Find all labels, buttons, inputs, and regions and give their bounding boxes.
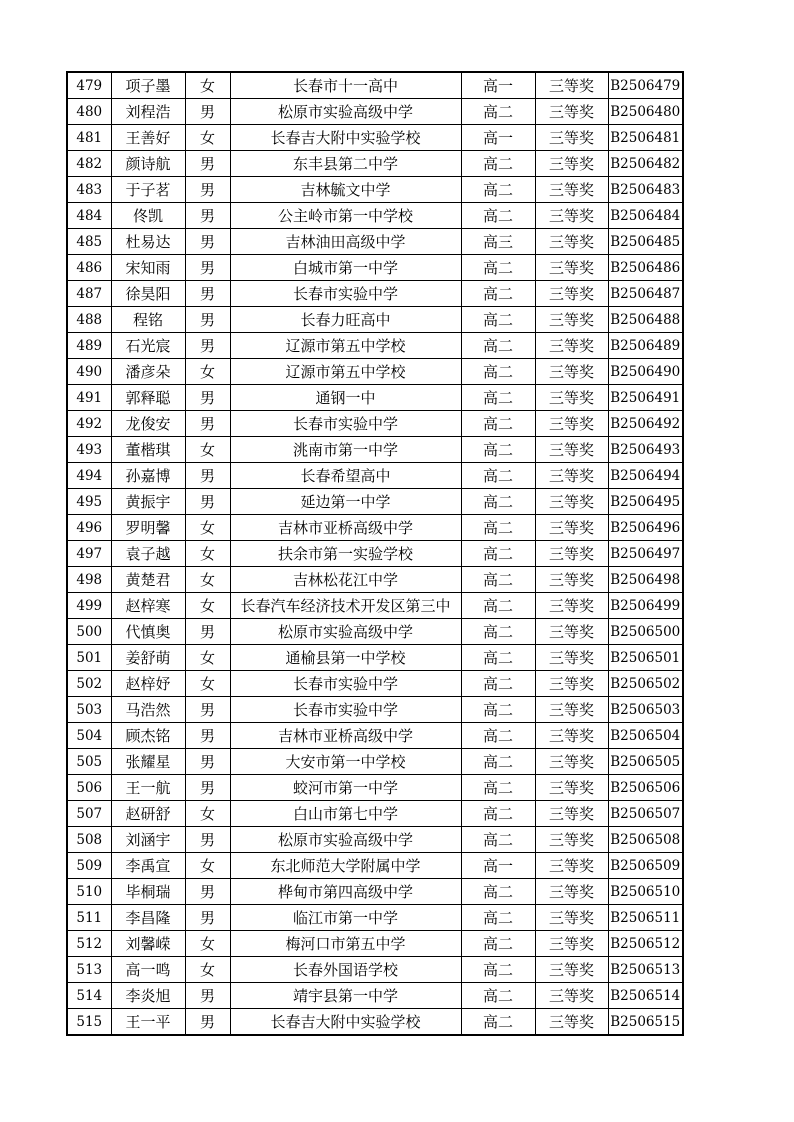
award-level: 三等奖 xyxy=(535,957,608,983)
certificate-number: B2506513 xyxy=(608,957,683,983)
school-name: 东北师范大学附属中学 xyxy=(230,853,461,879)
row-number: 495 xyxy=(67,489,111,515)
school-name: 长春外国语学校 xyxy=(230,957,461,983)
student-name: 孙嘉博 xyxy=(111,463,185,489)
student-name: 刘涵宇 xyxy=(111,827,185,853)
school-name: 白城市第一中学 xyxy=(230,255,461,281)
school-name: 靖宇县第一中学 xyxy=(230,983,461,1009)
table-row xyxy=(67,697,683,723)
grade-level: 高一 xyxy=(461,125,535,151)
student-gender: 女 xyxy=(185,957,230,983)
grade-level: 高二 xyxy=(461,697,535,723)
awards-table xyxy=(66,71,684,1036)
row-number: 504 xyxy=(67,723,111,749)
student-gender: 男 xyxy=(185,879,230,905)
award-level: 三等奖 xyxy=(535,281,608,307)
student-gender: 女 xyxy=(185,801,230,827)
row-number: 510 xyxy=(67,879,111,905)
student-name: 李禹宣 xyxy=(111,853,185,879)
student-name: 于子茗 xyxy=(111,177,185,203)
certificate-number: B2506511 xyxy=(608,905,683,931)
student-name: 赵梓妤 xyxy=(111,671,185,697)
award-level: 三等奖 xyxy=(535,723,608,749)
table-row xyxy=(67,957,683,983)
award-level: 三等奖 xyxy=(535,697,608,723)
table-row xyxy=(67,671,683,697)
grade-level: 高二 xyxy=(461,151,535,177)
student-gender: 男 xyxy=(185,177,230,203)
table-row xyxy=(67,983,683,1009)
row-number: 483 xyxy=(67,177,111,203)
student-name: 高一鸣 xyxy=(111,957,185,983)
certificate-number: B2506488 xyxy=(608,307,683,333)
school-name: 通钢一中 xyxy=(230,385,461,411)
certificate-number: B2506498 xyxy=(608,567,683,593)
school-name: 辽源市第五中学校 xyxy=(230,333,461,359)
student-name: 顾杰铭 xyxy=(111,723,185,749)
student-gender: 男 xyxy=(185,99,230,125)
student-name: 马浩然 xyxy=(111,697,185,723)
student-gender: 男 xyxy=(185,983,230,1009)
school-name: 长春希望高中 xyxy=(230,463,461,489)
certificate-number: B2506505 xyxy=(608,749,683,775)
school-name: 梅河口市第五中学 xyxy=(230,931,461,957)
row-number: 484 xyxy=(67,203,111,229)
table-row xyxy=(67,515,683,541)
student-gender: 男 xyxy=(185,697,230,723)
grade-level: 高二 xyxy=(461,983,535,1009)
school-name: 长春吉大附中实验学校 xyxy=(230,1009,461,1036)
award-level: 三等奖 xyxy=(535,541,608,567)
table-row xyxy=(67,801,683,827)
row-number: 496 xyxy=(67,515,111,541)
student-gender: 女 xyxy=(185,72,230,99)
row-number: 509 xyxy=(67,853,111,879)
award-level: 三等奖 xyxy=(535,931,608,957)
school-name: 长春市实验中学 xyxy=(230,281,461,307)
school-name: 松原市实验高级中学 xyxy=(230,619,461,645)
student-gender: 男 xyxy=(185,827,230,853)
grade-level: 高二 xyxy=(461,801,535,827)
table-row xyxy=(67,905,683,931)
grade-level: 高二 xyxy=(461,203,535,229)
award-level: 三等奖 xyxy=(535,801,608,827)
grade-level: 高二 xyxy=(461,463,535,489)
student-name: 王一平 xyxy=(111,1009,185,1036)
award-level: 三等奖 xyxy=(535,333,608,359)
student-gender: 女 xyxy=(185,645,230,671)
school-name: 白山市第七中学 xyxy=(230,801,461,827)
row-number: 487 xyxy=(67,281,111,307)
table-row xyxy=(67,775,683,801)
student-gender: 男 xyxy=(185,229,230,255)
table-row xyxy=(67,619,683,645)
certificate-number: B2506508 xyxy=(608,827,683,853)
student-gender: 女 xyxy=(185,931,230,957)
grade-level: 高二 xyxy=(461,515,535,541)
row-number: 505 xyxy=(67,749,111,775)
table-row xyxy=(67,723,683,749)
row-number: 490 xyxy=(67,359,111,385)
school-name: 临江市第一中学 xyxy=(230,905,461,931)
school-name: 扶余市第一实验学校 xyxy=(230,541,461,567)
row-number: 511 xyxy=(67,905,111,931)
student-gender: 男 xyxy=(185,619,230,645)
table-row xyxy=(67,411,683,437)
table-row xyxy=(67,333,683,359)
student-gender: 男 xyxy=(185,905,230,931)
school-name: 吉林松花江中学 xyxy=(230,567,461,593)
grade-level: 高二 xyxy=(461,411,535,437)
table-row xyxy=(67,567,683,593)
student-name: 佟凯 xyxy=(111,203,185,229)
student-name: 王一航 xyxy=(111,775,185,801)
student-name: 李炎旭 xyxy=(111,983,185,1009)
student-gender: 男 xyxy=(185,723,230,749)
student-gender: 女 xyxy=(185,671,230,697)
grade-level: 高二 xyxy=(461,645,535,671)
certificate-number: B2506493 xyxy=(608,437,683,463)
table-row xyxy=(67,749,683,775)
student-gender: 女 xyxy=(185,567,230,593)
table-row xyxy=(67,437,683,463)
row-number: 491 xyxy=(67,385,111,411)
grade-level: 高二 xyxy=(461,749,535,775)
student-name: 王善好 xyxy=(111,125,185,151)
table-row xyxy=(67,853,683,879)
row-number: 506 xyxy=(67,775,111,801)
award-level: 三等奖 xyxy=(535,671,608,697)
school-name: 长春吉大附中实验学校 xyxy=(230,125,461,151)
award-level: 三等奖 xyxy=(535,72,608,99)
grade-level: 高三 xyxy=(461,229,535,255)
certificate-number: B2506481 xyxy=(608,125,683,151)
grade-level: 高二 xyxy=(461,1009,535,1036)
grade-level: 高二 xyxy=(461,99,535,125)
student-gender: 男 xyxy=(185,255,230,281)
table-row xyxy=(67,879,683,905)
certificate-number: B2506509 xyxy=(608,853,683,879)
table-row xyxy=(67,99,683,125)
certificate-number: B2506491 xyxy=(608,385,683,411)
school-name: 大安市第一中学校 xyxy=(230,749,461,775)
student-name: 姜舒萌 xyxy=(111,645,185,671)
school-name: 长春市实验中学 xyxy=(230,671,461,697)
row-number: 513 xyxy=(67,957,111,983)
student-gender: 男 xyxy=(185,307,230,333)
school-name: 公主岭市第一中学校 xyxy=(230,203,461,229)
certificate-number: B2506485 xyxy=(608,229,683,255)
school-name: 长春市十一高中 xyxy=(230,72,461,99)
table-row xyxy=(67,593,683,619)
certificate-number: B2506515 xyxy=(608,1009,683,1036)
student-gender: 男 xyxy=(185,281,230,307)
school-name: 长春汽车经济技术开发区第三中 xyxy=(230,593,461,619)
student-name: 郭释聪 xyxy=(111,385,185,411)
row-number: 512 xyxy=(67,931,111,957)
school-name: 长春市实验中学 xyxy=(230,697,461,723)
row-number: 502 xyxy=(67,671,111,697)
table-row xyxy=(67,359,683,385)
school-name: 长春力旺高中 xyxy=(230,307,461,333)
row-number: 492 xyxy=(67,411,111,437)
row-number: 486 xyxy=(67,255,111,281)
certificate-number: B2506480 xyxy=(608,99,683,125)
award-level: 三等奖 xyxy=(535,567,608,593)
row-number: 499 xyxy=(67,593,111,619)
school-name: 延边第一中学 xyxy=(230,489,461,515)
table-row xyxy=(67,645,683,671)
certificate-number: B2506510 xyxy=(608,879,683,905)
table-row xyxy=(67,307,683,333)
grade-level: 高二 xyxy=(461,931,535,957)
student-name: 宋知雨 xyxy=(111,255,185,281)
award-level: 三等奖 xyxy=(535,749,608,775)
table-row xyxy=(67,151,683,177)
school-name: 吉林毓文中学 xyxy=(230,177,461,203)
award-level: 三等奖 xyxy=(535,151,608,177)
row-number: 507 xyxy=(67,801,111,827)
student-name: 代慎奥 xyxy=(111,619,185,645)
row-number: 514 xyxy=(67,983,111,1009)
student-name: 张耀星 xyxy=(111,749,185,775)
row-number: 515 xyxy=(67,1009,111,1036)
student-gender: 男 xyxy=(185,385,230,411)
grade-level: 高二 xyxy=(461,281,535,307)
award-level: 三等奖 xyxy=(535,125,608,151)
school-name: 蛟河市第一中学 xyxy=(230,775,461,801)
certificate-number: B2506502 xyxy=(608,671,683,697)
school-name: 洮南市第一中学 xyxy=(230,437,461,463)
grade-level: 高二 xyxy=(461,593,535,619)
award-level: 三等奖 xyxy=(535,307,608,333)
student-name: 董楷琪 xyxy=(111,437,185,463)
student-name: 赵研舒 xyxy=(111,801,185,827)
row-number: 508 xyxy=(67,827,111,853)
certificate-number: B2506514 xyxy=(608,983,683,1009)
certificate-number: B2506482 xyxy=(608,151,683,177)
grade-level: 高二 xyxy=(461,307,535,333)
award-level: 三等奖 xyxy=(535,385,608,411)
student-name: 赵梓寒 xyxy=(111,593,185,619)
row-number: 503 xyxy=(67,697,111,723)
grade-level: 高二 xyxy=(461,619,535,645)
student-name: 石光宸 xyxy=(111,333,185,359)
certificate-number: B2506503 xyxy=(608,697,683,723)
certificate-number: B2506487 xyxy=(608,281,683,307)
table-row xyxy=(67,385,683,411)
row-number: 488 xyxy=(67,307,111,333)
certificate-number: B2506486 xyxy=(608,255,683,281)
certificate-number: B2506506 xyxy=(608,775,683,801)
award-level: 三等奖 xyxy=(535,905,608,931)
student-name: 项子墨 xyxy=(111,72,185,99)
row-number: 497 xyxy=(67,541,111,567)
student-name: 黄楚君 xyxy=(111,567,185,593)
award-level: 三等奖 xyxy=(535,593,608,619)
certificate-number: B2506484 xyxy=(608,203,683,229)
grade-level: 高二 xyxy=(461,437,535,463)
grade-level: 高二 xyxy=(461,333,535,359)
student-gender: 女 xyxy=(185,359,230,385)
student-gender: 男 xyxy=(185,333,230,359)
award-level: 三等奖 xyxy=(535,359,608,385)
award-level: 三等奖 xyxy=(535,463,608,489)
row-number: 489 xyxy=(67,333,111,359)
award-level: 三等奖 xyxy=(535,983,608,1009)
grade-level: 高二 xyxy=(461,827,535,853)
grade-level: 高二 xyxy=(461,723,535,749)
grade-level: 高二 xyxy=(461,177,535,203)
table-row xyxy=(67,72,683,99)
grade-level: 高二 xyxy=(461,541,535,567)
row-number: 479 xyxy=(67,72,111,99)
grade-level: 高二 xyxy=(461,879,535,905)
row-number: 485 xyxy=(67,229,111,255)
student-gender: 男 xyxy=(185,1009,230,1036)
student-name: 袁子越 xyxy=(111,541,185,567)
award-level: 三等奖 xyxy=(535,177,608,203)
table-row xyxy=(67,229,683,255)
grade-level: 高二 xyxy=(461,489,535,515)
certificate-number: B2506504 xyxy=(608,723,683,749)
award-level: 三等奖 xyxy=(535,203,608,229)
award-level: 三等奖 xyxy=(535,489,608,515)
student-gender: 女 xyxy=(185,437,230,463)
school-name: 吉林市亚桥高级中学 xyxy=(230,723,461,749)
award-level: 三等奖 xyxy=(535,1009,608,1036)
student-gender: 女 xyxy=(185,515,230,541)
certificate-number: B2506495 xyxy=(608,489,683,515)
row-number: 481 xyxy=(67,125,111,151)
student-gender: 男 xyxy=(185,489,230,515)
certificate-number: B2506497 xyxy=(608,541,683,567)
student-name: 黄振宇 xyxy=(111,489,185,515)
student-gender: 男 xyxy=(185,203,230,229)
grade-level: 高二 xyxy=(461,905,535,931)
certificate-number: B2506496 xyxy=(608,515,683,541)
grade-level: 高二 xyxy=(461,671,535,697)
school-name: 吉林市亚桥高级中学 xyxy=(230,515,461,541)
student-gender: 女 xyxy=(185,853,230,879)
table-row xyxy=(67,541,683,567)
award-level: 三等奖 xyxy=(535,827,608,853)
table-row xyxy=(67,255,683,281)
school-name: 长春市实验中学 xyxy=(230,411,461,437)
student-gender: 女 xyxy=(185,593,230,619)
school-name: 松原市实验高级中学 xyxy=(230,99,461,125)
student-name: 程铭 xyxy=(111,307,185,333)
school-name: 桦甸市第四高级中学 xyxy=(230,879,461,905)
table-row xyxy=(67,931,683,957)
award-level: 三等奖 xyxy=(535,255,608,281)
table-row xyxy=(67,177,683,203)
certificate-number: B2506507 xyxy=(608,801,683,827)
row-number: 500 xyxy=(67,619,111,645)
table-row xyxy=(67,489,683,515)
award-level: 三等奖 xyxy=(535,437,608,463)
table-row xyxy=(67,463,683,489)
award-level: 三等奖 xyxy=(535,99,608,125)
student-gender: 女 xyxy=(185,125,230,151)
table-row xyxy=(67,1009,683,1036)
row-number: 498 xyxy=(67,567,111,593)
award-level: 三等奖 xyxy=(535,619,608,645)
student-name: 杜易达 xyxy=(111,229,185,255)
row-number: 494 xyxy=(67,463,111,489)
certificate-number: B2506494 xyxy=(608,463,683,489)
row-number: 493 xyxy=(67,437,111,463)
grade-level: 高一 xyxy=(461,72,535,99)
row-number: 480 xyxy=(67,99,111,125)
grade-level: 高一 xyxy=(461,853,535,879)
grade-level: 高二 xyxy=(461,775,535,801)
student-name: 潘彦朵 xyxy=(111,359,185,385)
table-row xyxy=(67,281,683,307)
school-name: 松原市实验高级中学 xyxy=(230,827,461,853)
student-name: 徐昊阳 xyxy=(111,281,185,307)
grade-level: 高二 xyxy=(461,957,535,983)
certificate-number: B2506501 xyxy=(608,645,683,671)
certificate-number: B2506490 xyxy=(608,359,683,385)
award-level: 三等奖 xyxy=(535,229,608,255)
student-gender: 男 xyxy=(185,463,230,489)
certificate-number: B2506499 xyxy=(608,593,683,619)
award-level: 三等奖 xyxy=(535,411,608,437)
student-gender: 男 xyxy=(185,411,230,437)
award-level: 三等奖 xyxy=(535,645,608,671)
school-name: 东丰县第二中学 xyxy=(230,151,461,177)
grade-level: 高二 xyxy=(461,567,535,593)
row-number: 482 xyxy=(67,151,111,177)
award-level: 三等奖 xyxy=(535,515,608,541)
row-number: 501 xyxy=(67,645,111,671)
student-name: 龙俊安 xyxy=(111,411,185,437)
grade-level: 高二 xyxy=(461,359,535,385)
certificate-number: B2506500 xyxy=(608,619,683,645)
certificate-number: B2506483 xyxy=(608,177,683,203)
award-level: 三等奖 xyxy=(535,853,608,879)
student-name: 李昌隆 xyxy=(111,905,185,931)
school-name: 吉林油田高级中学 xyxy=(230,229,461,255)
table-row xyxy=(67,203,683,229)
school-name: 辽源市第五中学校 xyxy=(230,359,461,385)
awards-table-body xyxy=(67,72,683,1035)
certificate-number: B2506479 xyxy=(608,72,683,99)
school-name: 通榆县第一中学校 xyxy=(230,645,461,671)
certificate-number: B2506492 xyxy=(608,411,683,437)
table-row xyxy=(67,827,683,853)
table-row xyxy=(67,125,683,151)
student-name: 毕桐瑞 xyxy=(111,879,185,905)
student-gender: 男 xyxy=(185,749,230,775)
grade-level: 高二 xyxy=(461,255,535,281)
student-name: 颜诗航 xyxy=(111,151,185,177)
certificate-number: B2506512 xyxy=(608,931,683,957)
student-gender: 男 xyxy=(185,151,230,177)
student-name: 刘馨嵘 xyxy=(111,931,185,957)
student-gender: 男 xyxy=(185,775,230,801)
grade-level: 高二 xyxy=(461,385,535,411)
award-level: 三等奖 xyxy=(535,775,608,801)
award-level: 三等奖 xyxy=(535,879,608,905)
certificate-number: B2506489 xyxy=(608,333,683,359)
student-name: 刘程浩 xyxy=(111,99,185,125)
student-gender: 女 xyxy=(185,541,230,567)
student-name: 罗明馨 xyxy=(111,515,185,541)
